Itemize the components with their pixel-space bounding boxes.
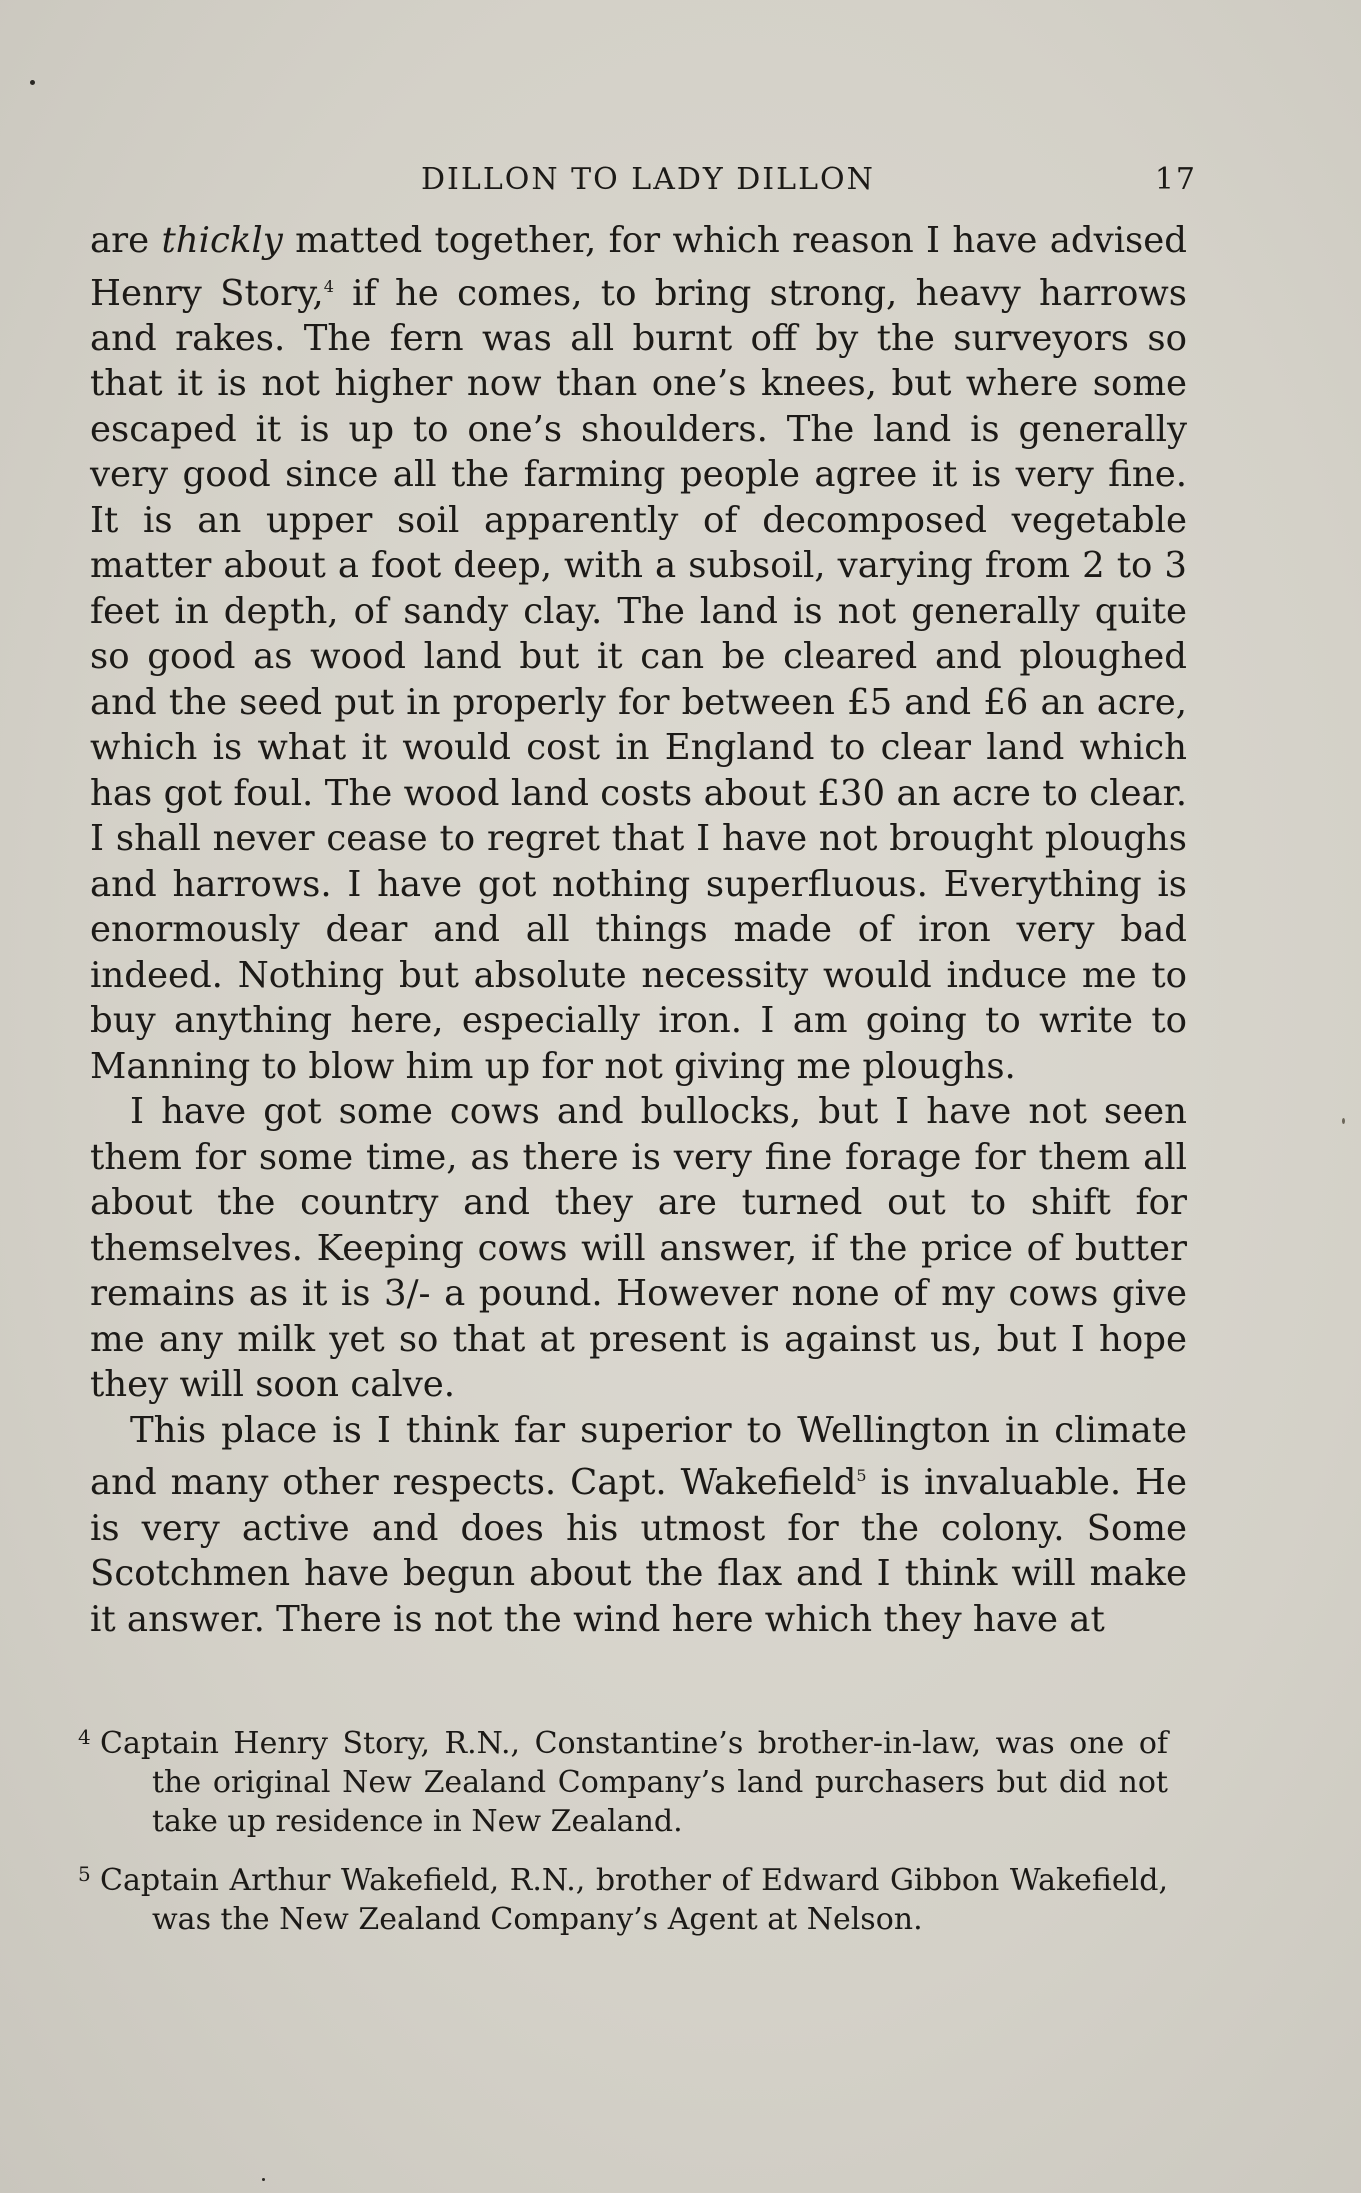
footnote-number: 5: [78, 1862, 91, 1886]
footnote-ref-4: 4: [323, 276, 334, 296]
footnote-5: [78, 1855, 1168, 1939]
running-title: DILLON TO LADY DILLON: [421, 162, 875, 197]
p1-continued: matted together, for which reason I have advised Henry Story,: [90, 220, 1188, 314]
page-header: [421, 162, 1197, 208]
p1-rest: if he comes, to bring strong, heavy harrows and rakes. The fern was all burnt off by the surveyors so that it is not higher now than one’s knees, but where some escaped it is up to one’s shoulders. The land is generally very good since all the farming people agree it is very fine. It is an upper soil apparently of decomposed vegetable matter about a foot deep, with a subsoil, varying from 2 to 3 feet in depth, of sandy clay. The land is not generally quite so good as wood land but it can be cleared and ploughed and the seed put in properly for between £5 and £6 an acre, which is what it would cost in England to clear land which has got foul. The wood land costs about £30 an acre to clear. I shall never cease to regret that I have not brought ploughs and harrows. I have got nothing superfluous. Everything is enormously dear and all things made of iron very bad indeed. Nothing but absolute necessity would induce me to buy anything here, especially iron. I am going to write to Manning to blow him up for not giving me ploughs.: [90, 272, 1188, 1087]
paper-speck: [30, 80, 35, 85]
footnote-ref-5: 5: [856, 1466, 867, 1486]
footnote-text: Captain Arthur Wakefield, R.N., brother of Edward Gibbon Wakefield, was the New Zealand Company’s Agent at Nelson.: [100, 1863, 1168, 1937]
page-number: 17: [1154, 162, 1197, 197]
paragraph-2: I have got some cows and bullocks, but I have not seen them for some time, as there is very fine forage for them all about the country and they are turned out to shift for themselves. Keeping cows will answer, if the price of butter remains as it is 3/- a pound. However none of my cows give me any milk yet so that at present is against us, but I hope they will soon calve.: [90, 1091, 1187, 1406]
paper-speck: [262, 2178, 265, 2181]
paper-speck: [1342, 1118, 1345, 1124]
footnote-number: 4: [78, 1725, 91, 1749]
p3-start: This place is I think far superior to Wellington in climate and many other respects. Capt. Wakefield: [90, 1409, 1187, 1504]
paragraph-1: [90, 218, 1187, 1089]
body-text: [90, 218, 1187, 1642]
p1-start: are: [90, 220, 162, 261]
footnote-4: [78, 1718, 1168, 1841]
p3-rest: is invaluable. He is very active and does his utmost for the colony. Some Scotchmen have begun about the flax and I think will make it answer. There is not the wind here which they have at: [90, 1462, 1187, 1640]
paragraph-3: [90, 1408, 1187, 1642]
italic-word: thickly: [161, 220, 283, 261]
footnote-text: Captain Henry Story, R.N., Constantine’s brother-in-law, was one of the original New Zealand Company’s land purchasers but did not take up residence in New Zealand.: [100, 1726, 1168, 1839]
footnotes: [78, 1718, 1168, 1953]
